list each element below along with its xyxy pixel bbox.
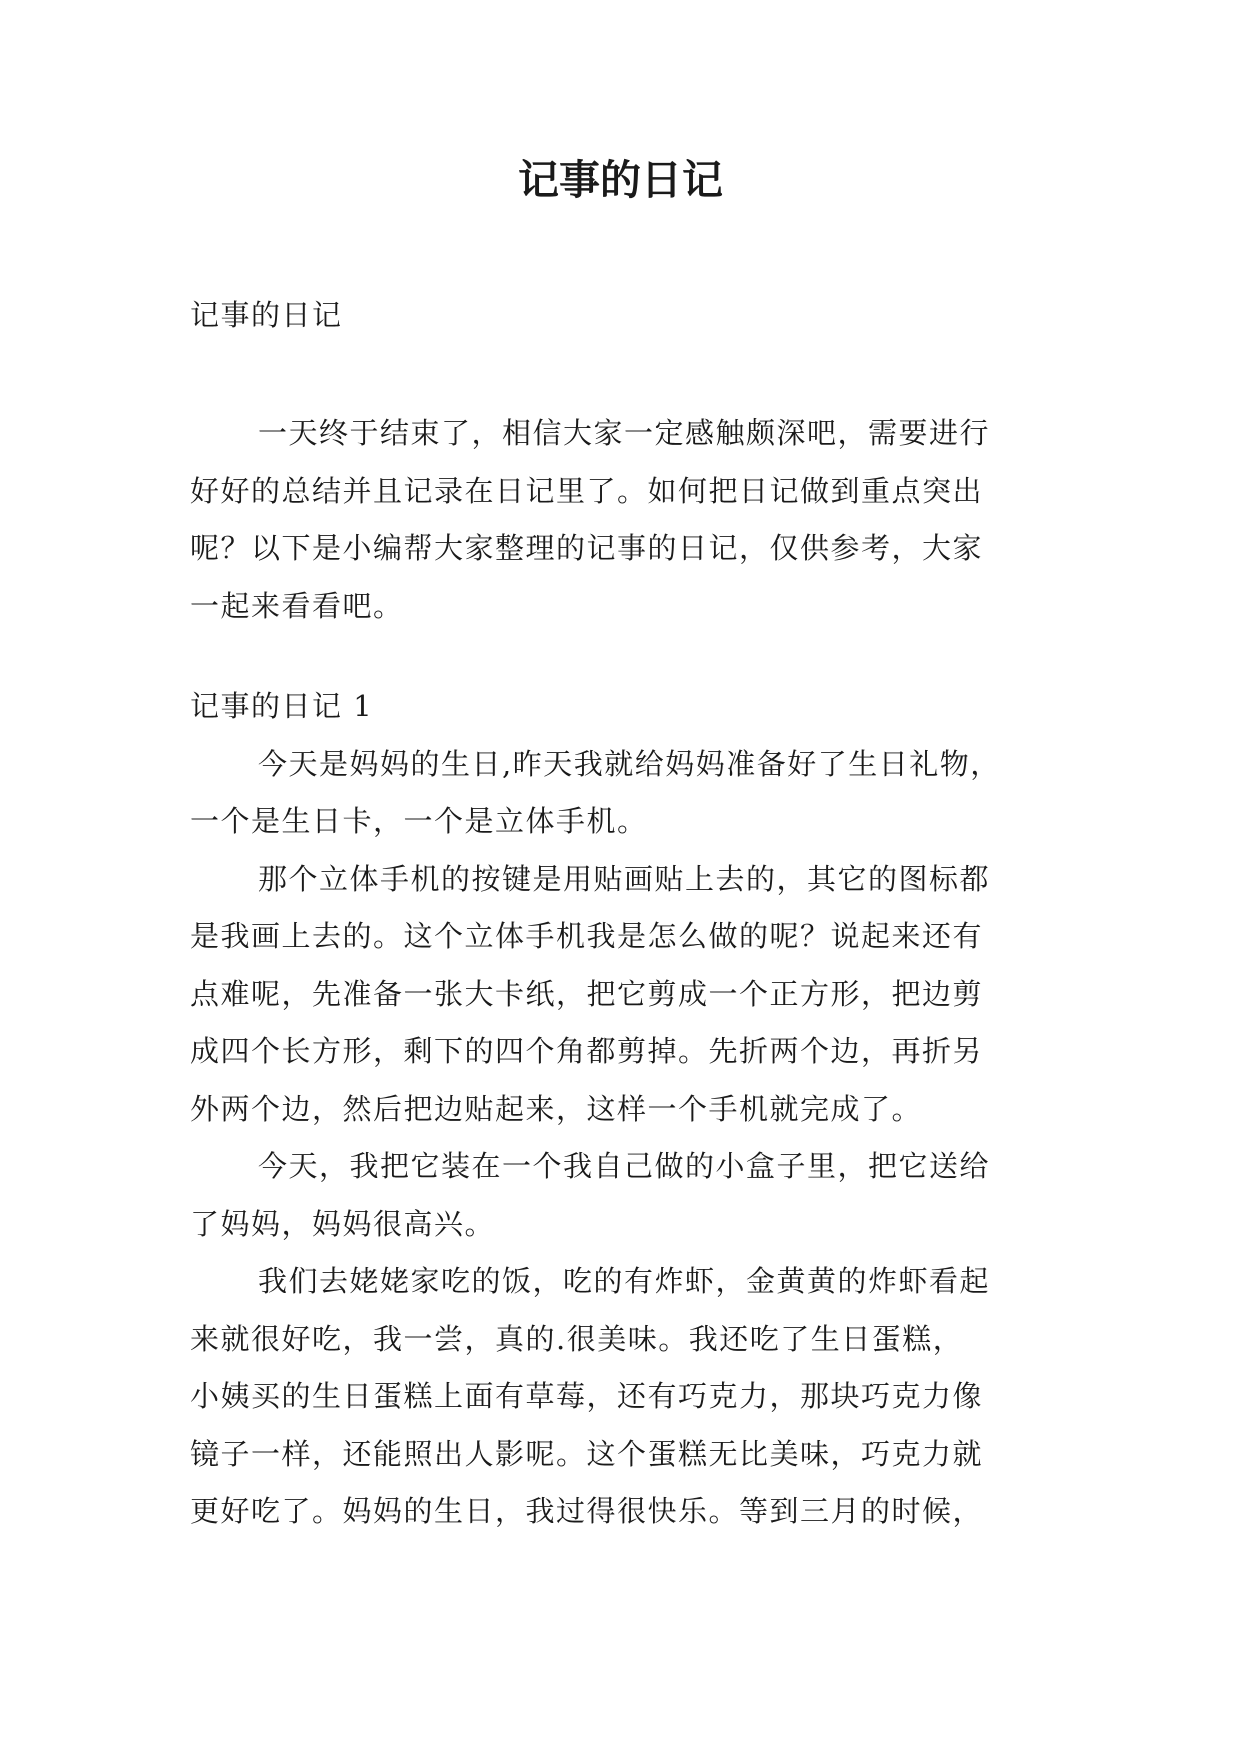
diary-line: 一个是生日卡，一个是立体手机。 bbox=[190, 804, 648, 838]
diary-line: 了妈妈，妈妈很高兴。 bbox=[190, 1206, 496, 1241]
diary-entry-1 bbox=[190, 678, 1060, 1541]
document-subtitle bbox=[190, 287, 1060, 345]
diary-line: 是我画上去的。这个立体手机我是怎么做的呢？说起来还有 bbox=[190, 919, 984, 953]
diary-line: 今天，我把它装在一个我自己做的小盒子里，把它送给 bbox=[258, 1149, 991, 1183]
diary-line: 外两个边，然后把边贴起来，这样一个手机就完成了。 bbox=[190, 1091, 923, 1126]
intro-line: 一起来看看吧。 bbox=[190, 588, 404, 623]
diary-line: 更好吃了。妈妈的生日，我过得很快乐。等到三月的时候， bbox=[190, 1494, 984, 1528]
intro-line: 好好的总结并且记录在日记里了。如何把日记做到重点突出 bbox=[190, 473, 984, 508]
diary-heading: 记事的日记 1 bbox=[190, 689, 374, 723]
diary-line: 点难呢，先准备一张大卡纸，把它剪成一个正方形，把边剪 bbox=[190, 976, 984, 1011]
intro-line: 一天终于结束了，相信大家一定感触颇深吧，需要进行 bbox=[258, 416, 991, 450]
diary-line: 那个立体手机的按键是用贴画贴上去的，其它的图标都 bbox=[258, 861, 991, 896]
diary-line: 来就很好吃，我一尝，真的.很美味。我还吃了生日蛋糕， bbox=[190, 1321, 964, 1356]
diary-line: 镜子一样，还能照出人影呢。这个蛋糕无比美味，巧克力就 bbox=[190, 1436, 984, 1471]
diary-line: 成四个长方形，剩下的四个角都剪掉。先折两个边，再折另 bbox=[190, 1034, 984, 1068]
diary-line: 我们去姥姥家吃的饭，吃的有炸虾，金黄黄的炸虾看起 bbox=[258, 1264, 991, 1298]
intro-paragraph bbox=[190, 405, 1060, 635]
subtitle-text: 记事的日记 bbox=[190, 298, 343, 332]
diary-line: 今天是妈妈的生日,昨天我就给妈妈准备好了生日礼物， bbox=[258, 746, 1001, 781]
document-title: 记事的日记 bbox=[518, 156, 723, 204]
intro-line: 呢？以下是小编帮大家整理的记事的日记，仅供参考，大家 bbox=[190, 531, 984, 565]
diary-line: 小姨买的生日蛋糕上面有草莓，还有巧克力，那块巧克力像 bbox=[190, 1379, 984, 1413]
